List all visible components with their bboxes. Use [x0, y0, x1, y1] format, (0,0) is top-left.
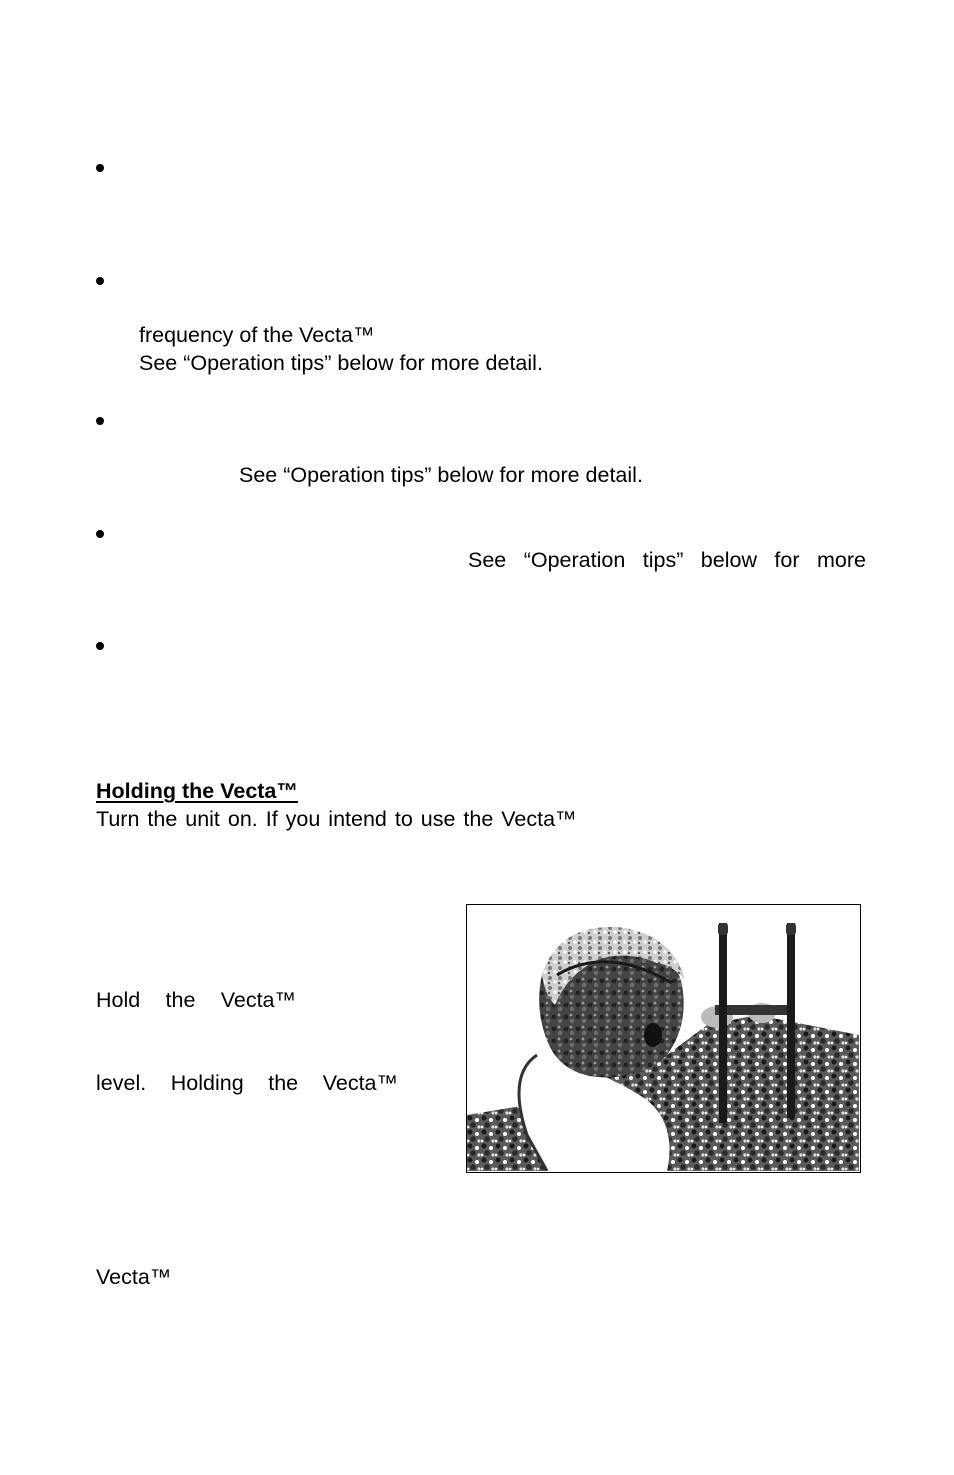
word: “Operation [523, 548, 626, 572]
bullet-marker-4 [96, 530, 104, 538]
bullet-marker-5 [96, 642, 104, 650]
bullet-marker-3 [96, 417, 104, 425]
word: for [774, 548, 800, 572]
word: the [165, 988, 196, 1012]
person-holding-antenna-photo [466, 904, 861, 1173]
section-intro: Turn the unit on. If you intend to use the Vecta™ [96, 807, 577, 831]
word: See [468, 548, 507, 572]
word: Hold [96, 988, 141, 1012]
word: more [816, 548, 866, 572]
section-heading: Holding the Vecta™ [96, 779, 298, 803]
word: Vecta™ [220, 988, 296, 1012]
word: Holding [170, 1071, 244, 1095]
bullet-3-line-1: See “Operation tips” below for more detail. [239, 463, 643, 487]
word: Vecta™ [322, 1071, 398, 1095]
word: below [700, 548, 757, 572]
word: tips” [642, 548, 684, 572]
trailing-text: Vecta™ [96, 1265, 172, 1289]
word: level. [96, 1071, 147, 1095]
bullet-marker-1 [96, 164, 104, 172]
bullet-2-line-2: See “Operation tips” below for more detail. [139, 351, 543, 375]
bullet-4-line-1 [468, 550, 866, 572]
left-col-line-1 [96, 990, 296, 1012]
left-col-line-2 [96, 1073, 398, 1095]
word: the [268, 1071, 299, 1095]
bullet-2-line-1: frequency of the Vecta™ [139, 323, 375, 347]
bullet-marker-2 [96, 277, 104, 285]
